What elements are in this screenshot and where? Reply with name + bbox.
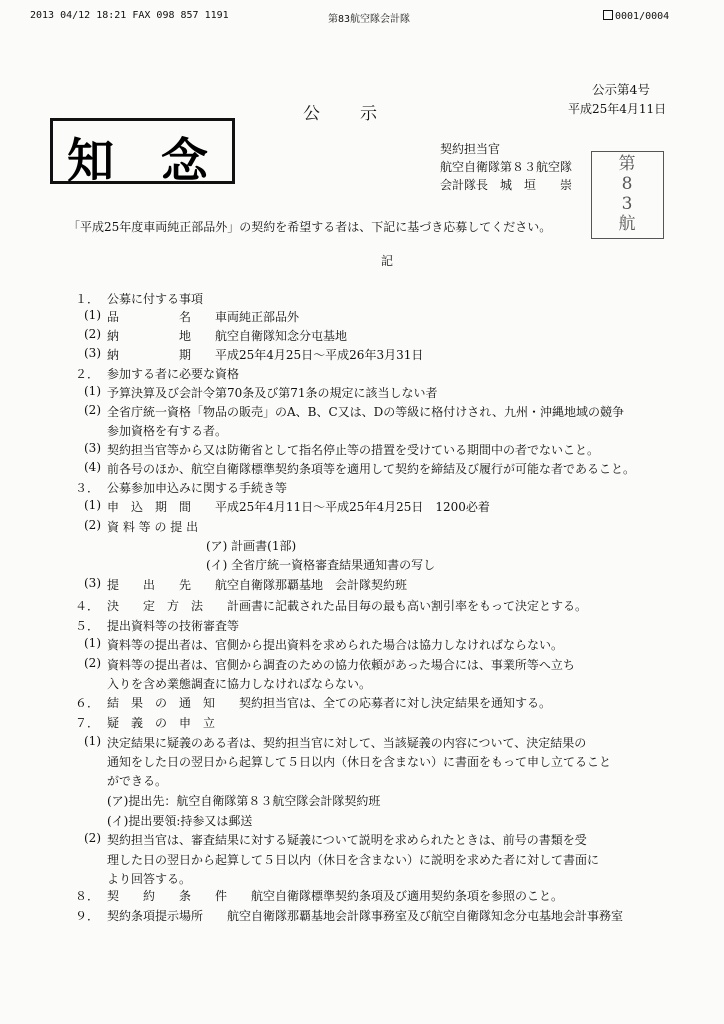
ki-heading: 記 xyxy=(381,254,394,268)
notice-date: 平成25年4月11日 xyxy=(568,102,667,116)
issuer-org: 航空自衛隊第８３航空隊 xyxy=(440,160,573,174)
notice-title: 公 示 xyxy=(303,104,379,124)
chinen-stamp: 知 念 xyxy=(50,118,235,184)
fax-checkbox-icon xyxy=(603,10,613,20)
issuer-name: 会計隊長 城 垣 崇 xyxy=(440,178,573,192)
fax-header-left: 2013 04/12 18:21 FAX 098 857 1191 xyxy=(30,10,229,21)
intro-text: 「平成25年度車両純正部品外」の契約を希望する者は、下記に基づき応募してください。 xyxy=(68,220,552,234)
official-seal-image: 第 8 3 航 xyxy=(591,151,664,239)
notice-number: 公示第4号 xyxy=(592,82,650,97)
fax-page-number: 0001/0004 xyxy=(603,10,669,22)
issuer-role: 契約担当官 xyxy=(440,142,501,156)
fax-header-center: 第83航空隊会計隊 xyxy=(328,14,411,25)
